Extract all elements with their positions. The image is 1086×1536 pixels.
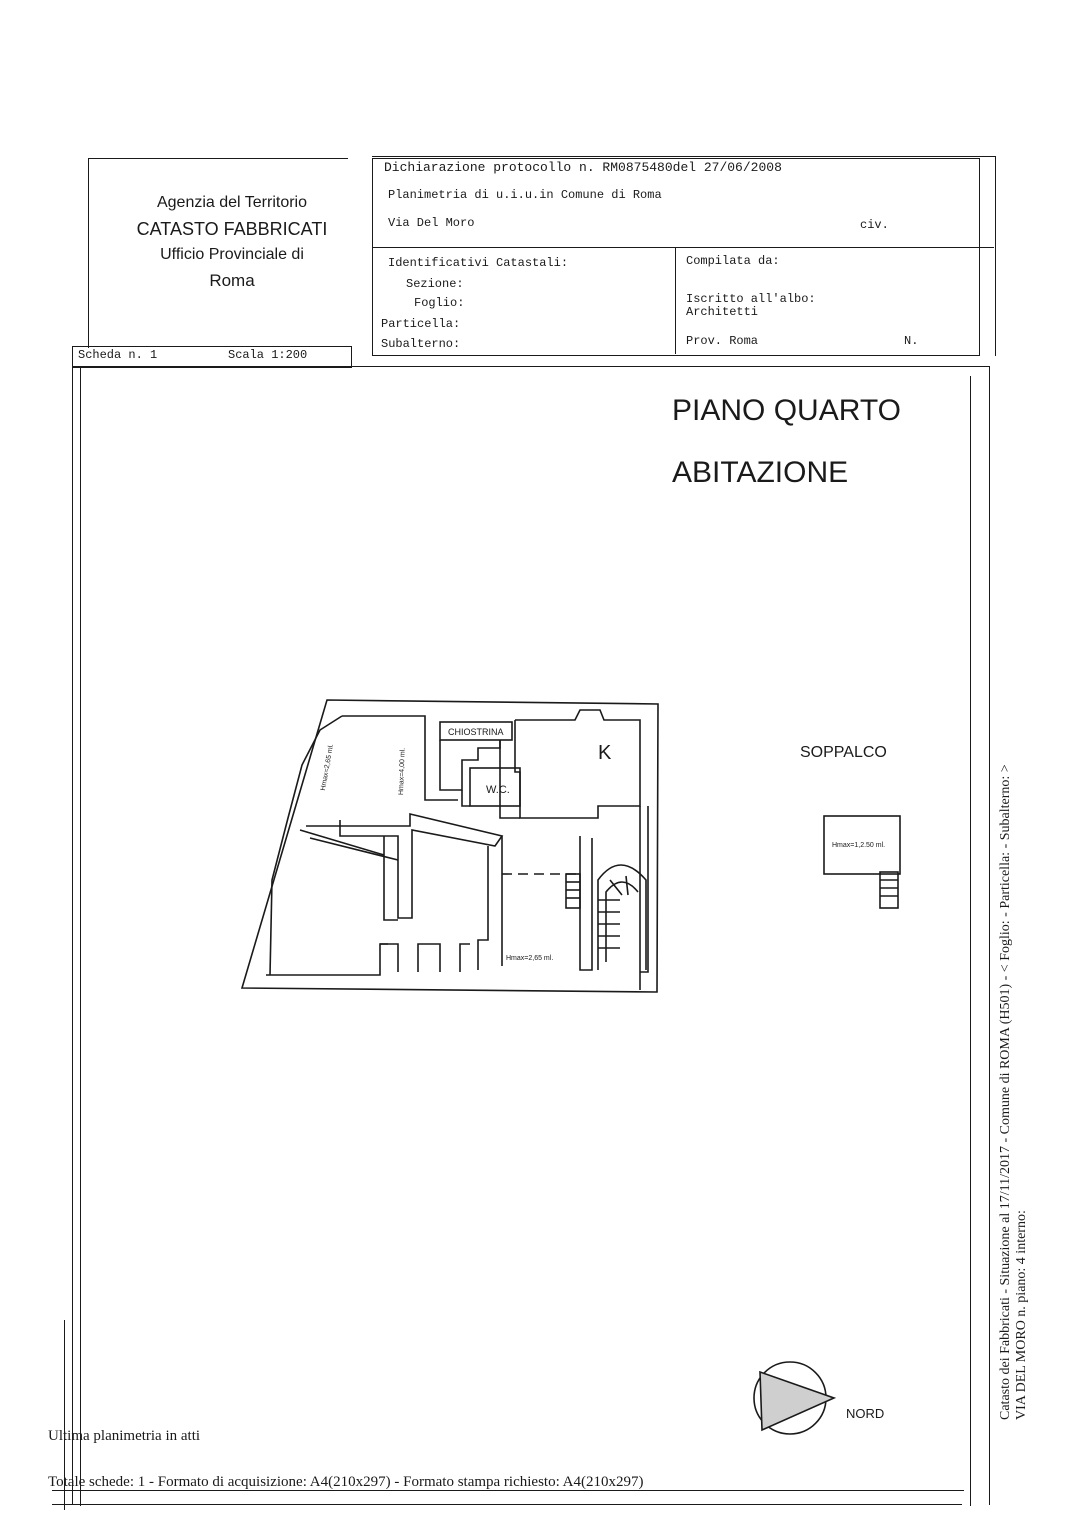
height-label-3: Hmax=2,65 ml. <box>506 955 554 962</box>
kitchen-label: K <box>598 742 612 764</box>
planimetry-text: Planimetria di u.i.u.in Comune di Roma <box>388 188 662 202</box>
side-note-line-2: VIA DEL MORO n. piano: 4 interno: <box>1014 1210 1029 1420</box>
declaration-text: Dichiarazione protocollo n. RM0875480del 27/06/2008 <box>384 160 782 175</box>
side-note-line-1: Catasto dei Fabbricati - Situazione al 17/11/2017 - Comune di ROMA (H501) - < Foglio: - Particella: - Subalterno: > <box>998 764 1013 1420</box>
totals-note: Totale schede: 1 - Formato di acquisizione: A4(210x297) - Formato stampa richiesto: A4(210x297) <box>48 1474 644 1490</box>
particella-label: Particella: <box>381 317 461 331</box>
registered-label: Iscritto all'albo: <box>686 292 816 306</box>
civ-text: civ. <box>860 218 889 232</box>
sheet-number: Scheda n. 1 <box>78 348 158 362</box>
catasto-title: CATASTO FABBRICATI <box>136 219 328 239</box>
identifiers-title: Identificativi Catastali: <box>388 256 569 270</box>
cadastral-side-note <box>998 540 1030 1420</box>
floor-title: PIANO QUARTO <box>672 394 901 427</box>
plan-outline <box>242 700 658 992</box>
profession-label: Architetti <box>686 305 759 319</box>
subalterno-label: Subalterno: <box>381 337 461 351</box>
province-label: Prov. Roma <box>686 334 759 348</box>
courtyard-label: CHIOSTRINA <box>448 727 504 737</box>
north-compass <box>754 1362 834 1434</box>
office-city: Roma <box>209 271 255 290</box>
wc-label: W.C. <box>486 784 510 796</box>
height-label-1: Hmax=2,65 ml. <box>320 743 336 792</box>
office-name: Ufficio Provinciale di <box>160 246 304 263</box>
use-title: ABITAZIONE <box>672 456 849 489</box>
loft-label: SOPPALCO <box>800 744 887 761</box>
loft-height-label: Hmax=1,2.50 ml. <box>832 842 886 849</box>
foglio-label: Foglio: <box>414 296 465 310</box>
height-label-2: Hmax=4,00 ml. <box>398 747 407 796</box>
compiled-by-label: Compilata da: <box>686 254 780 268</box>
agency-name: Agenzia del Territorio <box>156 194 307 211</box>
sezione-label: Sezione: <box>406 277 464 291</box>
street-text: Via Del Moro <box>388 216 475 230</box>
last-plan-note: Ultima planimetria in atti <box>48 1428 201 1444</box>
north-label: NORD <box>846 1406 885 1421</box>
number-label: N. <box>904 334 919 348</box>
scale-label: Scala 1:200 <box>228 348 308 362</box>
